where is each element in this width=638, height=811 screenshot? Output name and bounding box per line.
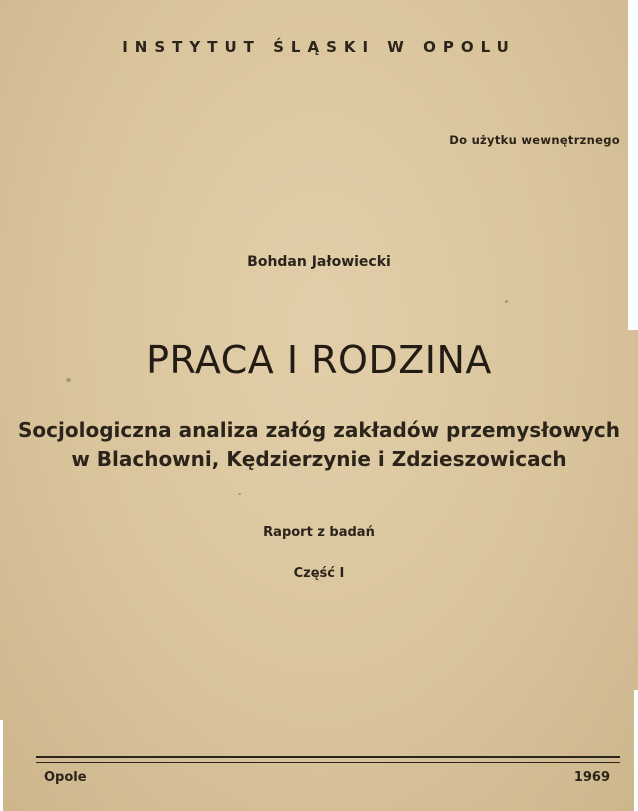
publication-city: Opole: [44, 770, 87, 785]
publication-year: 1969: [573, 770, 610, 785]
footer-rule: [36, 762, 620, 763]
internal-use-note: Do użytku wewnętrznego: [449, 133, 620, 147]
part-label: Część I: [293, 566, 345, 581]
paper-speck: [238, 493, 241, 495]
report-label: Raport z badań: [263, 525, 375, 540]
subtitle-line-2: w Blachowni, Kędzierzynie i Zdzieszowicach: [71, 447, 567, 471]
institute-name: INSTYTUT ŚLĄSKI W OPOLU: [122, 38, 516, 56]
scan-edge: [634, 690, 638, 811]
document-title: PRACA I RODZINA: [146, 338, 492, 382]
subtitle-line-1: Socjologiczna analiza załóg zakładów przemysłowych: [18, 418, 620, 442]
scan-edge: [0, 720, 3, 811]
author-name: Bohdan Jałowiecki: [247, 254, 391, 270]
paper-speck: [505, 300, 508, 303]
footer-rule: [36, 756, 620, 758]
